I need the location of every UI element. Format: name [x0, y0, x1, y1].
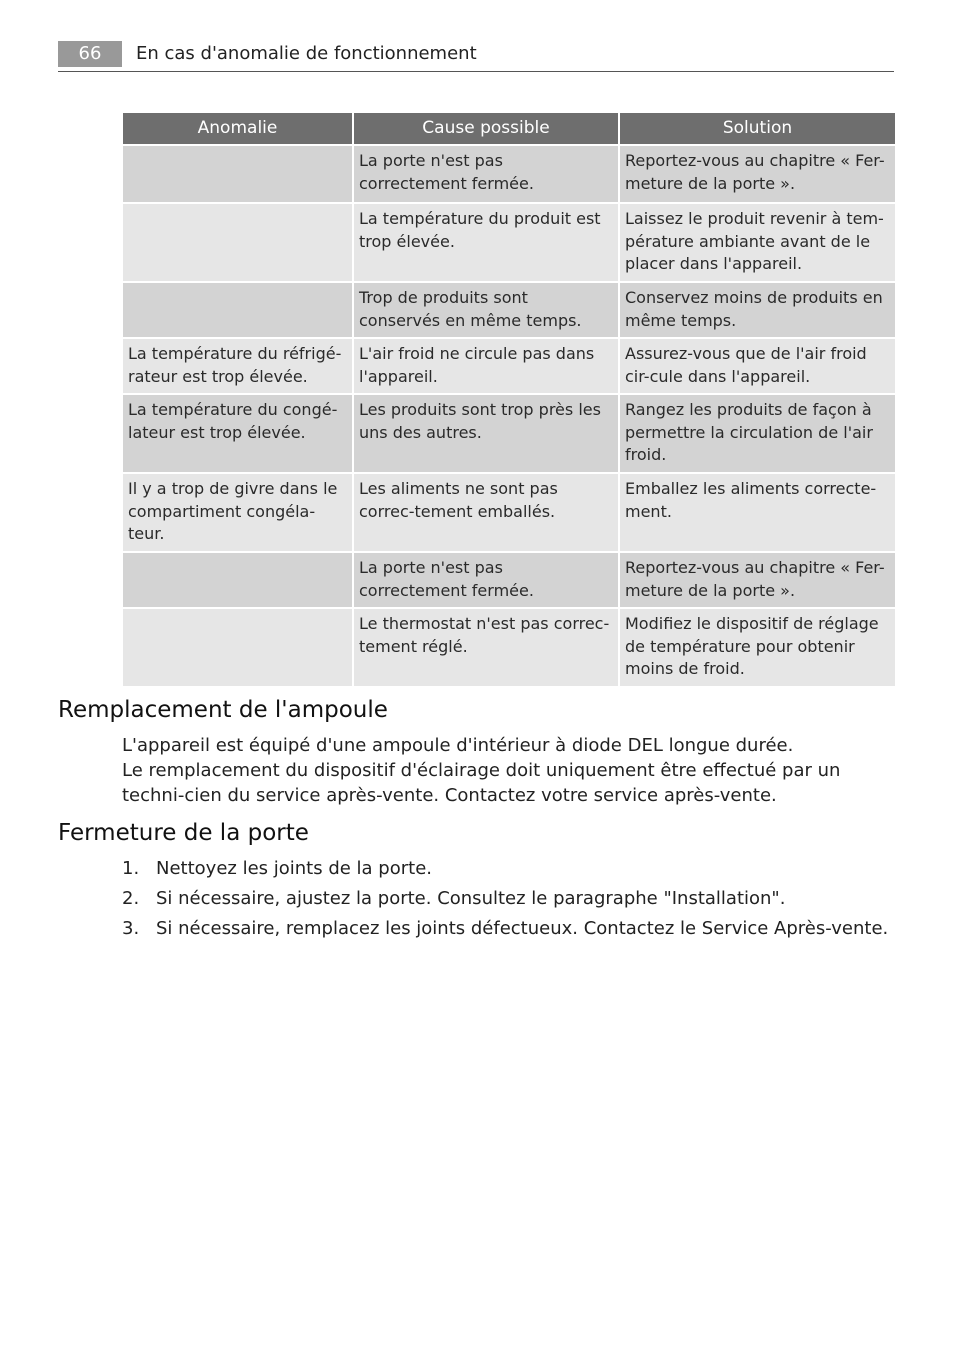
cause-cell: La température du produit est trop élevée.	[354, 204, 618, 281]
chapter-title: En cas d'anomalie de fonctionnement	[136, 43, 477, 64]
cause-cell: L'air froid ne circule pas dans l'appareil.	[354, 339, 618, 393]
step-number: 3.	[122, 918, 140, 939]
anomaly-cell: Il y a trop de givre dans le compartiment congéla-teur.	[123, 474, 352, 551]
step-number: 1.	[122, 858, 140, 879]
anomaly-cell: La température du congé-lateur est trop élevée.	[123, 395, 352, 472]
step-text: Nettoyez les joints de la porte.	[156, 858, 432, 879]
cause-cell: Les produits sont trop près les uns des autres.	[354, 395, 618, 472]
bulb-paragraph-2: Le remplacement du dispositif d'éclairage doit uniquement être effectué par un techni-cien du service après-vente. Contactez votre service après-vente.	[122, 760, 841, 806]
page-header	[58, 41, 894, 72]
solution-cell: Emballez les aliments correcte-ment.	[620, 474, 895, 551]
solution-cell: Modifiez le dispositif de réglage de température pour obtenir moins de froid.	[620, 609, 895, 686]
column-header: Cause possible	[354, 113, 618, 144]
anomaly-cell	[123, 146, 352, 202]
solution-cell: Laissez le produit revenir à tem-pérature ambiante avant de le placer dans l'appareil.	[620, 204, 895, 281]
table-row	[123, 553, 895, 607]
table-header-row	[123, 113, 895, 144]
door-section-heading: Fermeture de la porte	[58, 820, 309, 846]
anomaly-cell: La température du réfrigé-rateur est trop élevée.	[123, 339, 352, 393]
list-item	[122, 886, 892, 916]
list-item	[122, 856, 892, 886]
troubleshooting-table	[121, 111, 897, 688]
anomaly-cell	[123, 283, 352, 337]
solution-cell: Conservez moins de produits en même temps.	[620, 283, 895, 337]
table-row	[123, 146, 895, 202]
table-row	[123, 474, 895, 551]
page-number: 66	[58, 41, 122, 67]
table-row	[123, 204, 895, 281]
cause-cell: La porte n'est pas correctement fermée.	[354, 146, 618, 202]
column-header: Anomalie	[123, 113, 352, 144]
anomaly-cell	[123, 553, 352, 607]
door-steps-list	[122, 856, 892, 946]
step-text: Si nécessaire, ajustez la porte. Consultez le paragraphe "Installation".	[156, 888, 786, 909]
step-text: Si nécessaire, remplacez les joints défectueux. Contactez le Service Après-vente.	[156, 918, 889, 939]
table-row	[123, 339, 895, 393]
table-row	[123, 395, 895, 472]
cause-cell: Les aliments ne sont pas correc-tement emballés.	[354, 474, 618, 551]
list-item	[122, 916, 892, 946]
table-row	[123, 283, 895, 337]
bulb-section-heading: Remplacement de l'ampoule	[58, 697, 388, 723]
bulb-paragraph-1: L'appareil est équipé d'une ampoule d'intérieur à diode DEL longue durée.	[122, 735, 794, 756]
table-row	[123, 609, 895, 686]
cause-cell: Trop de produits sont conservés en même temps.	[354, 283, 618, 337]
cause-cell: Le thermostat n'est pas correc-tement réglé.	[354, 609, 618, 686]
step-number: 2.	[122, 888, 140, 909]
cause-cell: La porte n'est pas correctement fermée.	[354, 553, 618, 607]
solution-cell: Rangez les produits de façon à permettre la circulation de l'air froid.	[620, 395, 895, 472]
anomaly-cell	[123, 609, 352, 686]
solution-cell: Assurez-vous que de l'air froid cir-cule dans l'appareil.	[620, 339, 895, 393]
anomaly-cell	[123, 204, 352, 281]
solution-cell: Reportez-vous au chapitre « Fer-meture de la porte ».	[620, 146, 895, 202]
column-header: Solution	[620, 113, 895, 144]
solution-cell: Reportez-vous au chapitre « Fer-meture de la porte ».	[620, 553, 895, 607]
